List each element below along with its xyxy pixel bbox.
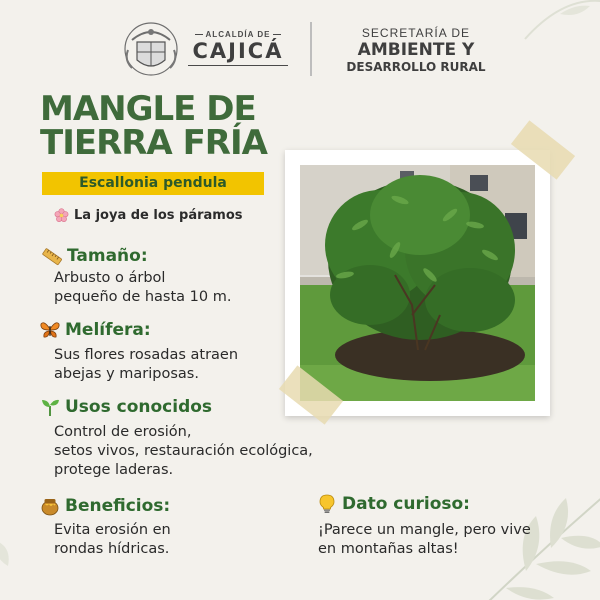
lightbulb-icon — [317, 494, 337, 514]
melliferous-line: abejas y mariposas. — [54, 366, 199, 382]
benefits-heading-text: Beneficios: — [65, 496, 171, 516]
cajica-seal-logo — [120, 20, 182, 78]
municipality-name: CAJICÁ — [188, 39, 288, 66]
scientific-name: Escallonia pendula — [42, 172, 264, 195]
benefits-heading — [40, 496, 170, 516]
size-heading-text: Tamaño: — [67, 246, 148, 266]
alcaldia-label: ALCALDÍA DE — [205, 30, 271, 39]
fun-fact-line: ¡Parece un mangle, pero vive — [318, 522, 531, 538]
size-line: Arbusto o árbol — [54, 270, 166, 286]
secretaria-name-line1: AMBIENTE Y — [357, 40, 475, 60]
melliferous-heading-text: Melífera: — [65, 320, 151, 340]
melliferous-heading — [40, 320, 151, 340]
uses-heading — [40, 397, 212, 417]
secretaria-name-line2: DESARROLLO RURAL — [346, 60, 486, 74]
secretaria-logo — [326, 26, 506, 74]
size-description — [54, 269, 231, 307]
benefits-description — [54, 521, 171, 559]
fun-fact-description — [318, 521, 531, 559]
melliferous-line: Sus flores rosadas atraen — [54, 347, 239, 363]
size-line: pequeño de hasta 10 m. — [54, 289, 232, 305]
fun-fact-line: en montañas altas! — [318, 541, 459, 557]
uses-heading-text: Usos conocidos — [65, 397, 213, 417]
alcaldia-cajica-logo — [188, 30, 288, 66]
honey-pot-icon — [40, 496, 60, 516]
header-divider — [310, 22, 312, 76]
title-line2: TIERRA FRÍA — [40, 123, 267, 163]
tagline-text: La joya de los páramos — [74, 208, 243, 223]
secretaria-label: SECRETARÍA DE — [361, 26, 471, 40]
title-line1: MANGLE DE — [40, 89, 256, 129]
size-heading — [42, 246, 148, 266]
benefits-line: rondas hídricas. — [54, 541, 170, 557]
melliferous-description — [54, 346, 238, 384]
uses-description — [54, 423, 313, 480]
fun-fact-heading — [317, 494, 470, 514]
fun-fact-heading-text: Dato curioso: — [342, 494, 470, 514]
uses-line: setos vivos, restauración ecológica, — [54, 443, 313, 459]
butterfly-icon — [40, 320, 60, 340]
header — [0, 14, 600, 80]
ruler-icon — [42, 246, 62, 266]
decorative-leaf-icon — [0, 510, 22, 590]
uses-line: Control de erosión, — [54, 424, 192, 440]
plant-photo-frame — [285, 150, 550, 416]
flower-icon — [54, 208, 69, 223]
tagline — [54, 208, 243, 223]
uses-line: protege laderas. — [54, 462, 174, 478]
plant-photo — [300, 165, 535, 401]
benefits-line: Evita erosión en — [54, 522, 171, 538]
page-title — [40, 89, 270, 163]
sprout-icon — [40, 397, 60, 417]
